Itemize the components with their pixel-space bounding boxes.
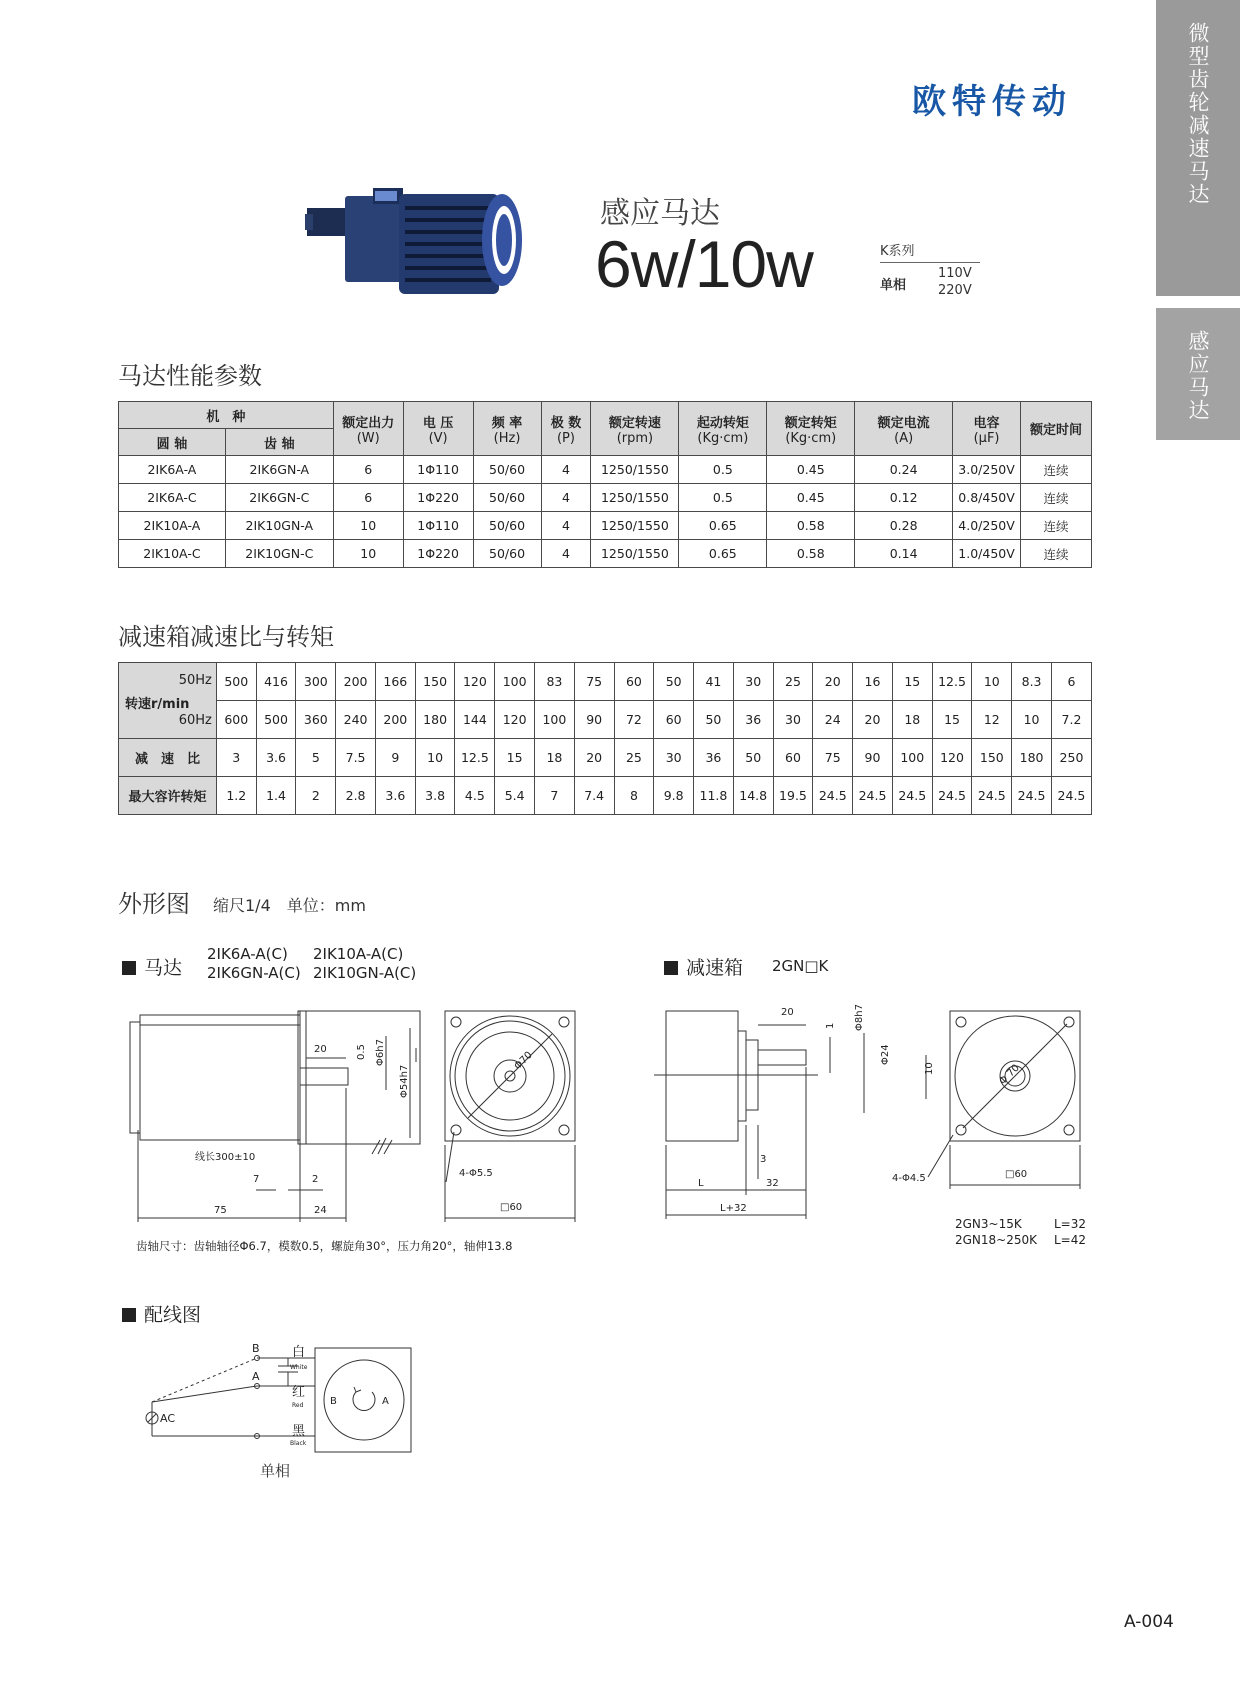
gear-note-2: 2GN18~250K [955, 1233, 1038, 1247]
torque-label: 最大容许转矩 [119, 777, 217, 815]
gear-dim-32: 32 [766, 1178, 779, 1189]
dim-0-5: 0.5 [356, 1044, 367, 1060]
table-cell: 100 [892, 739, 932, 777]
table-row [119, 456, 1092, 484]
table-cell: 1Φ110 [403, 456, 473, 484]
table-cell: 9.8 [654, 777, 694, 815]
wire-black-cn: 黑 [292, 1424, 306, 1439]
gear-dim-10: 10 [924, 1062, 935, 1075]
table-cell: 180 [1012, 739, 1052, 777]
table-cell: 200 [336, 663, 376, 701]
table-cell: 3.8 [415, 777, 455, 815]
wire-white-en: White [290, 1364, 308, 1371]
table-cell: 连续 [1021, 512, 1092, 540]
dim-2: 2 [312, 1174, 319, 1185]
performance-table-body [119, 456, 1092, 568]
table-cell: 3.6 [375, 777, 415, 815]
dim-phi54: Φ54h7 [399, 1064, 410, 1098]
dim-20: 20 [314, 1044, 327, 1055]
wiring-diagram [140, 1340, 425, 1460]
table-cell: 0.8/450V [953, 484, 1021, 512]
dim-75: 75 [214, 1205, 227, 1216]
gear-note-1: 2GN3~15K [955, 1217, 1022, 1231]
gear-dim-L: L [698, 1178, 704, 1189]
wire-black-en: Black [290, 1440, 307, 1447]
series-divider [880, 262, 980, 263]
brand-logo: 欧特传动 [912, 82, 1072, 122]
table-cell: 75 [574, 663, 614, 701]
table-cell: 24.5 [1012, 777, 1052, 815]
motor-outline-drawing [128, 1000, 598, 1235]
table-cell: 2IK10A-C [119, 540, 226, 568]
wiring-phase-label: 单相 [260, 1462, 291, 1480]
table-cell: 60 [614, 663, 654, 701]
table-cell: 1.2 [216, 777, 256, 815]
table-cell: 120 [495, 701, 535, 739]
table-cell: 0.45 [767, 484, 855, 512]
torque-row [119, 777, 1092, 815]
wiring-section-title: 配线图 [122, 1300, 201, 1327]
wire-label-ac: AC [160, 1412, 176, 1425]
gear-note-1-L: L=32 [1054, 1217, 1087, 1231]
table-cell: 10 [972, 663, 1012, 701]
table-cell: 75 [813, 739, 853, 777]
table-cell: 4.0/250V [953, 512, 1021, 540]
table-cell: 0.45 [767, 456, 855, 484]
speed-label: 转速r/min [125, 697, 190, 712]
wire-label-b: B [252, 1342, 260, 1355]
table-cell: 1250/1550 [591, 456, 679, 484]
gear-spec-note: 齿轴尺寸：齿轴轴径Φ6.7，模数0.5，螺旋角30°，压力角20°，轴伸13.8 [136, 1239, 513, 1253]
table-cell: 2.8 [336, 777, 376, 815]
table-cell: 4 [541, 512, 591, 540]
dim-holes: 4-Φ5.5 [459, 1168, 493, 1179]
table-cell: 416 [256, 663, 296, 701]
table-cell: 2 [296, 777, 336, 815]
table-cell: 10 [415, 739, 455, 777]
table-cell: 12 [972, 701, 1012, 739]
table-cell: 0.58 [767, 540, 855, 568]
table-cell: 24.5 [853, 777, 893, 815]
table-cell: 19.5 [773, 777, 813, 815]
perf-col-header: 额定转矩 (Kg·cm) [767, 402, 855, 456]
table-cell: 2IK10GN-A [225, 512, 333, 540]
table-cell: 6 [333, 484, 403, 512]
table-cell: 50/60 [473, 484, 541, 512]
table-cell: 41 [694, 663, 734, 701]
table-cell: 0.14 [855, 540, 953, 568]
table-cell: 2IK6GN-C [225, 484, 333, 512]
gear-note-2-L: L=42 [1054, 1233, 1087, 1247]
table-cell: 50/60 [473, 512, 541, 540]
dim-lead-length: 线长300±10 [195, 1152, 256, 1163]
table-cell: 300 [296, 663, 336, 701]
table-cell: 120 [455, 663, 495, 701]
gearbox-model: 2GN□K [772, 957, 829, 975]
table-cell: 5.4 [495, 777, 535, 815]
table-cell: 0.5 [679, 456, 767, 484]
table-cell: 12.5 [455, 739, 495, 777]
table-cell: 25 [614, 739, 654, 777]
perf-sub-header-gear: 齿 轴 [225, 429, 333, 456]
table-cell: 36 [733, 701, 773, 739]
perf-col-header: 额定电流 (A) [855, 402, 953, 456]
table-cell: 连续 [1021, 540, 1092, 568]
table-cell: 11.8 [694, 777, 734, 815]
table-cell: 60 [654, 701, 694, 739]
perf-col-header: 电容 (μF) [953, 402, 1021, 456]
table-cell: 10 [333, 512, 403, 540]
bullet-square-icon [122, 1308, 136, 1322]
table-cell: 8 [614, 777, 654, 815]
table-cell: 0.5 [679, 484, 767, 512]
table-cell: 1.0/450V [953, 540, 1021, 568]
perf-col-header: 额定出力 (W) [333, 402, 403, 456]
table-cell: 50/60 [473, 540, 541, 568]
table-cell: 120 [932, 739, 972, 777]
hz50-label: 50Hz [178, 673, 212, 688]
motor-drawing-label: 马达 [122, 953, 182, 980]
table-cell: 7.5 [336, 739, 376, 777]
dim-phi6: Φ6h7 [375, 1039, 386, 1066]
table-cell: 20 [853, 701, 893, 739]
table-cell: 连续 [1021, 484, 1092, 512]
wire-white-cn: 白 [292, 1345, 306, 1360]
table-cell: 24.5 [892, 777, 932, 815]
table-cell: 0.58 [767, 512, 855, 540]
table-cell: 0.65 [679, 540, 767, 568]
table-row [119, 512, 1092, 540]
table-cell: 0.12 [855, 484, 953, 512]
gear-dim-L32: L+32 [720, 1203, 747, 1214]
rotor-label-a: A [382, 1396, 389, 1407]
motor-model-1: 2IK6A-A(C) [207, 945, 288, 963]
motor-model-2: 2IK6GN-A(C) [207, 964, 301, 982]
page-number: A-004 [1124, 1612, 1174, 1632]
table-cell: 180 [415, 701, 455, 739]
dim-phi70: Φ70 [512, 1049, 535, 1073]
table-cell: 30 [773, 701, 813, 739]
table-cell: 1Φ110 [403, 512, 473, 540]
table-cell: 166 [375, 663, 415, 701]
perf-col-header: 频 率 (Hz) [473, 402, 541, 456]
table-cell: 24 [813, 701, 853, 739]
table-cell: 18 [535, 739, 575, 777]
gear-dim-sq60: □60 [1005, 1169, 1028, 1180]
table-cell: 15 [495, 739, 535, 777]
gear-dim-phi8: Φ8h7 [854, 1004, 865, 1031]
table-cell: 90 [574, 701, 614, 739]
rotor-label-b: B [330, 1396, 337, 1407]
gear-dim-3: 3 [760, 1154, 767, 1165]
series-label: K系列 [880, 244, 915, 259]
table-cell: 9 [375, 739, 415, 777]
wire-label-a: A [252, 1370, 260, 1383]
table-cell: 2IK6A-A [119, 456, 226, 484]
ratio-label: 减 速 比 [119, 739, 217, 777]
bullet-square-icon [122, 961, 136, 975]
perf-col-header: 额定转速 (rpm) [591, 402, 679, 456]
voltage-110: 110V [938, 266, 972, 281]
table-cell: 3.0/250V [953, 456, 1021, 484]
dim-sq60: □60 [500, 1202, 523, 1213]
performance-table [118, 401, 1092, 568]
speed-label-cell [119, 663, 217, 739]
table-cell: 50 [694, 701, 734, 739]
table-cell: 4.5 [455, 777, 495, 815]
table-cell: 240 [336, 701, 376, 739]
table-cell: 50 [654, 663, 694, 701]
table-cell: 50 [733, 739, 773, 777]
table-cell: 7.4 [574, 777, 614, 815]
table-cell: 2IK6GN-A [225, 456, 333, 484]
table-cell: 3.6 [256, 739, 296, 777]
table-cell: 2IK6A-C [119, 484, 226, 512]
table-cell: 20 [813, 663, 853, 701]
table-cell: 1250/1550 [591, 540, 679, 568]
table-cell: 1Φ220 [403, 484, 473, 512]
table-cell: 36 [694, 739, 734, 777]
table-cell: 8.3 [1012, 663, 1052, 701]
table-cell: 500 [256, 701, 296, 739]
table-cell: 150 [972, 739, 1012, 777]
gear-dim-holes: 4-Φ4.5 [892, 1173, 926, 1184]
table-cell: 3 [216, 739, 256, 777]
table-cell: 7 [535, 777, 575, 815]
table-cell: 200 [375, 701, 415, 739]
speed-ratio-table [118, 662, 1092, 815]
product-title: 6w/10w [595, 227, 813, 301]
table-cell: 72 [614, 701, 654, 739]
table-cell: 5 [296, 739, 336, 777]
table-cell: 24.5 [1051, 777, 1091, 815]
side-tab-induction-motor-label: 感应马达 [1186, 330, 1210, 422]
table-cell: 250 [1051, 739, 1091, 777]
table-cell: 24.5 [932, 777, 972, 815]
table-cell: 15 [892, 663, 932, 701]
table-cell: 14.8 [733, 777, 773, 815]
table-cell: 10 [1012, 701, 1052, 739]
speed-section-title: 减速箱减速比与转矩 [118, 623, 334, 651]
table-cell: 2IK10A-A [119, 512, 226, 540]
perf-col-header: 电 压 (V) [403, 402, 473, 456]
hz60-label: 60Hz [178, 713, 212, 728]
phase-label: 单相 [880, 278, 907, 293]
dim-24: 24 [314, 1205, 327, 1216]
table-cell: 2IK10GN-C [225, 540, 333, 568]
table-cell: 1Φ220 [403, 540, 473, 568]
table-cell: 24.5 [972, 777, 1012, 815]
table-cell: 30 [654, 739, 694, 777]
perf-group-header: 机 种 [119, 402, 334, 429]
outline-section-title: 外形图 [118, 890, 190, 918]
table-cell: 600 [216, 701, 256, 739]
table-cell: 4 [541, 540, 591, 568]
gear-dim-phi70: Φ 70 [997, 1062, 1022, 1088]
perf-col-header: 额定时间 [1021, 402, 1092, 456]
side-tab-gear-motor[interactable] [1156, 0, 1240, 296]
table-cell: 1.4 [256, 777, 296, 815]
table-cell: 4 [541, 484, 591, 512]
table-cell: 0.28 [855, 512, 953, 540]
ratio-row [119, 739, 1092, 777]
table-cell: 20 [574, 739, 614, 777]
side-tab-gear-motor-label: 微型齿轮减速马达 [1186, 22, 1210, 206]
table-cell: 6 [333, 456, 403, 484]
table-cell: 6 [1051, 663, 1091, 701]
product-subtitle: 感应马达 [600, 196, 720, 231]
gear-dim-1: 1 [825, 1022, 836, 1029]
gear-dim-phi24: Φ24 [880, 1044, 891, 1065]
table-cell: 60 [773, 739, 813, 777]
table-cell: 30 [733, 663, 773, 701]
table-cell: 16 [853, 663, 893, 701]
table-cell: 50/60 [473, 456, 541, 484]
table-cell: 100 [495, 663, 535, 701]
wire-red-en: Red [292, 1402, 304, 1409]
table-row [119, 484, 1092, 512]
table-cell: 83 [535, 663, 575, 701]
table-cell: 144 [455, 701, 495, 739]
gearbox-outline-drawing [650, 995, 1100, 1225]
outline-scale-note: 缩尺1/4 单位：mm [213, 896, 366, 915]
motor-model-3: 2IK10A-A(C) [313, 945, 404, 963]
bullet-square-icon [664, 961, 678, 975]
table-cell: 18 [892, 701, 932, 739]
perf-col-header: 极 数 (P) [541, 402, 591, 456]
perf-col-header: 起动转矩 (Kg·cm) [679, 402, 767, 456]
table-cell: 24.5 [813, 777, 853, 815]
speed-row-50hz [119, 663, 1092, 701]
side-tab-induction-motor[interactable] [1156, 308, 1240, 440]
table-cell: 12.5 [932, 663, 972, 701]
table-cell: 1250/1550 [591, 484, 679, 512]
table-cell: 25 [773, 663, 813, 701]
speed-row-60hz [119, 701, 1092, 739]
perf-section-title: 马达性能参数 [118, 362, 262, 390]
voltage-220: 220V [938, 283, 972, 298]
table-cell: 10 [333, 540, 403, 568]
gear-dim-20: 20 [781, 1007, 794, 1018]
wire-red-cn: 红 [292, 1385, 306, 1400]
table-cell: 150 [415, 663, 455, 701]
gearbox-drawing-label: 减速箱 [664, 953, 743, 980]
table-cell: 360 [296, 701, 336, 739]
table-cell: 100 [535, 701, 575, 739]
table-row [119, 540, 1092, 568]
motor-model-4: 2IK10GN-A(C) [313, 964, 417, 982]
table-cell: 0.24 [855, 456, 953, 484]
table-cell: 连续 [1021, 456, 1092, 484]
perf-sub-header-round: 圆 轴 [119, 429, 226, 456]
table-cell: 1250/1550 [591, 512, 679, 540]
table-cell: 500 [216, 663, 256, 701]
dim-7: 7 [253, 1174, 260, 1185]
table-cell: 7.2 [1051, 701, 1091, 739]
motor-product-image [305, 188, 525, 300]
table-cell: 0.65 [679, 512, 767, 540]
table-cell: 15 [932, 701, 972, 739]
table-cell: 4 [541, 456, 591, 484]
table-cell: 90 [853, 739, 893, 777]
